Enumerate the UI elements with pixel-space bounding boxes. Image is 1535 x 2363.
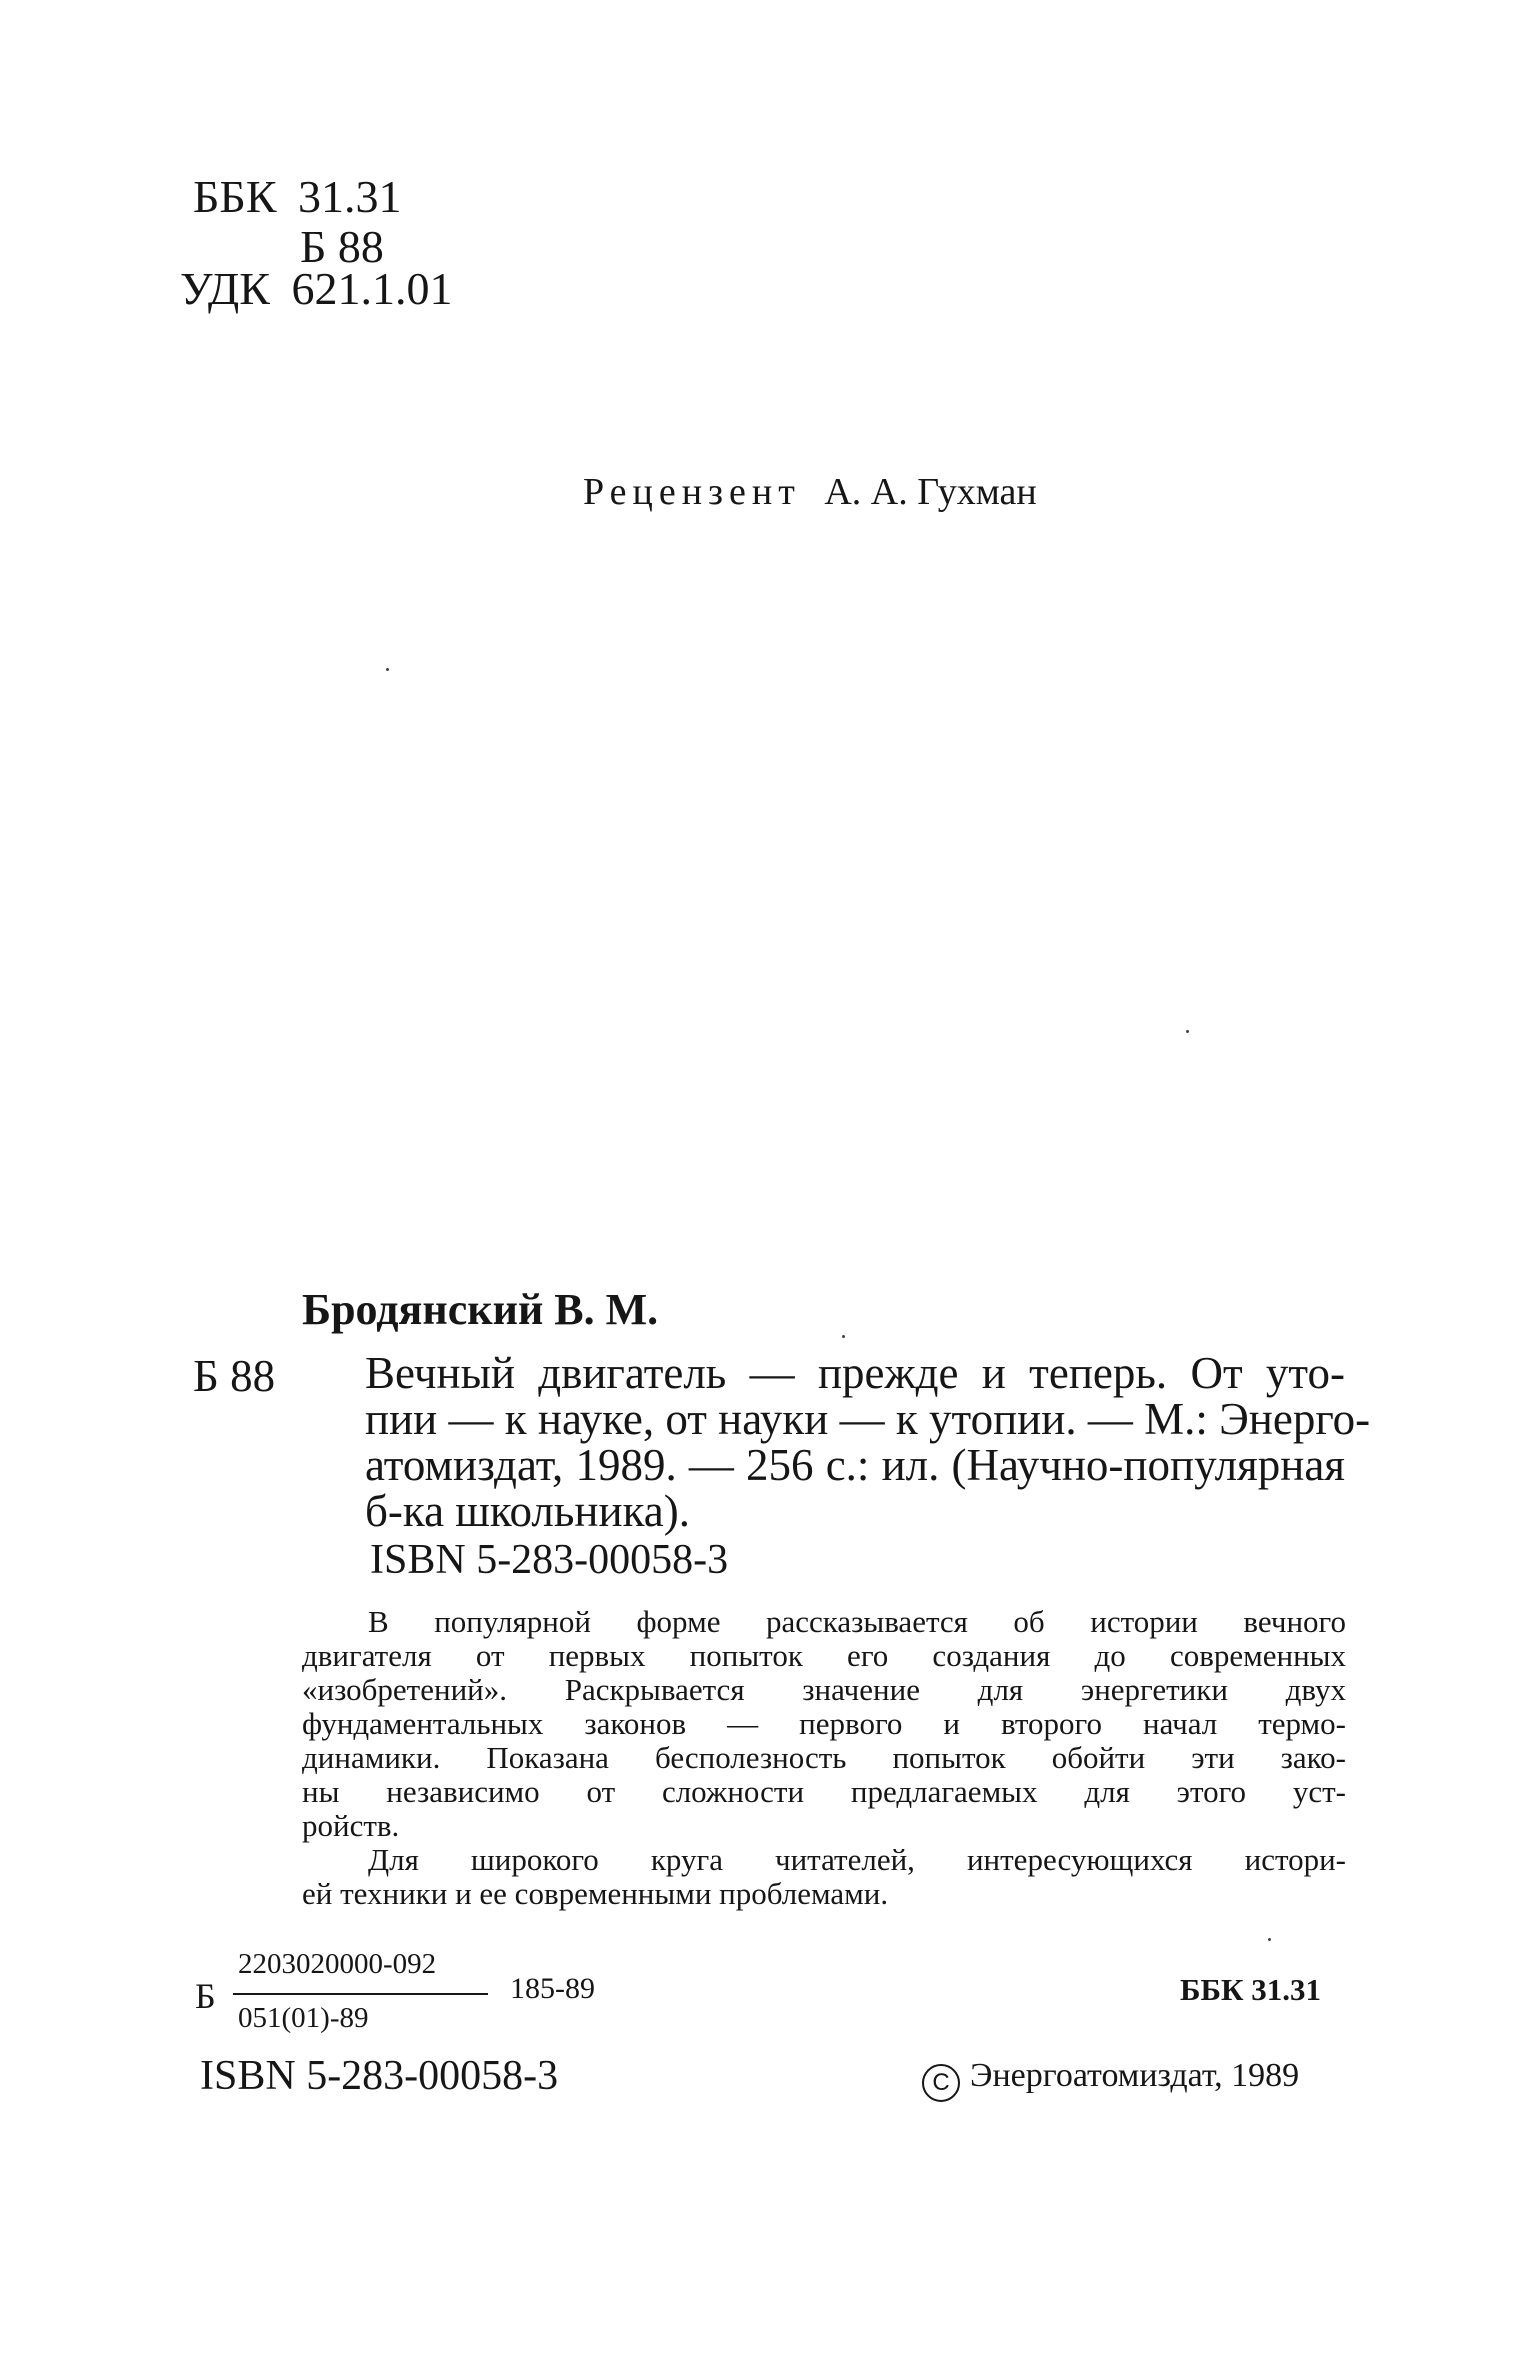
annotation-line: двигателя от первых попыток его создания до современных [302, 1638, 1346, 1673]
print-speck [386, 668, 389, 671]
imprint-isbn: ISBN 5-283-00058-3 [200, 2053, 559, 2099]
catalog-entry [365, 1348, 1371, 1536]
udk-code [180, 262, 452, 316]
catalog-entry-line: Вечный двигатель — прежде и теперь. От уто- [365, 1348, 1345, 1398]
print-speck [842, 1335, 845, 1338]
annotation-line: В популярной форме рассказывается об истории вечного [368, 1604, 1346, 1639]
imprint-fraction-bar [233, 1993, 488, 1995]
reviewer-line [583, 470, 1037, 514]
catalog-entry-line: б-ка школьника). [365, 1486, 690, 1536]
catalog-code: Б 88 [193, 1351, 276, 1401]
catalog-entry-line: пии — к науке, от науки — к утопии. — М.: Энерго- [365, 1394, 1371, 1444]
copyright-holder: Энергоатомиздат, 1989 [970, 2057, 1300, 2094]
copyright-icon: C [922, 2064, 960, 2102]
annotation-line: фундаментальных законов — первого и второго начал термо- [302, 1706, 1346, 1741]
imprint-denominator: 051(01)-89 [238, 2002, 369, 2034]
bbk-label: ББК [193, 171, 277, 222]
annotation-line: динамики. Показана бесполезность попыток обойти эти зако- [302, 1740, 1346, 1775]
reviewer-label: Рецензент [583, 471, 801, 513]
annotation-line: ройств. [302, 1808, 400, 1843]
copyright-line [922, 2057, 1299, 2102]
annotation [302, 1605, 1346, 1911]
udk-label: УДК [180, 263, 270, 314]
udk-value: 621.1.01 [291, 263, 453, 314]
imprint-numerator: 2203020000-092 [238, 1948, 437, 1980]
author-mark: Б 88 [300, 221, 384, 272]
annotation-line: ны независимо от сложности предлагаемых для этого уст- [302, 1774, 1346, 1809]
bbk-code [193, 170, 402, 224]
reviewer-name: А. А. Гухман [824, 471, 1037, 513]
annotation-line: «изобретений». Раскрывается значение для энергетики двух [302, 1672, 1346, 1707]
imprint-letter: Б [195, 1976, 216, 2016]
imprint-bbk: ББК 31.31 [1180, 1972, 1321, 2007]
imprint-order: 185-89 [510, 1972, 595, 2005]
bbk-value: 31.31 [298, 171, 402, 222]
catalog-author: Бродянский В. М. [302, 1285, 659, 1334]
catalog-entry-line: атомиздат, 1989. — 256 с.: ил. (Научно-популярная [365, 1440, 1345, 1490]
print-speck [1268, 1938, 1271, 1941]
catalog-isbn: ISBN 5-283-00058-3 [370, 1537, 729, 1583]
print-speck [1186, 1030, 1189, 1033]
annotation-line: ей техники и ее современными проблемами. [302, 1876, 889, 1911]
annotation-line: Для широкого круга читателей, интересующихся истори- [368, 1842, 1346, 1877]
